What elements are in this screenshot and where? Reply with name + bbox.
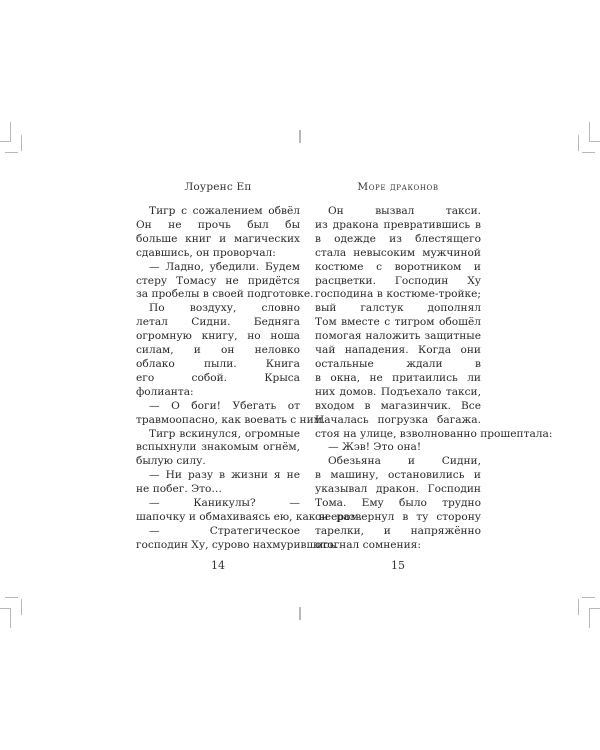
text-line: не побег. Это… bbox=[136, 483, 223, 496]
crop-mark bbox=[10, 122, 11, 142]
text-line: больше книг и магических bbox=[136, 232, 300, 245]
text-line: вспыхнули знакомым огнём, bbox=[136, 441, 300, 454]
text-line: травмоопасно, как воевать с ним. bbox=[136, 413, 326, 426]
text-line: стоя на улице, взволнованно прошептала: bbox=[315, 427, 553, 440]
text-line: — Ладно, убедили. Будем bbox=[149, 260, 300, 273]
text-line: Тигр с сожалением обвёл bbox=[149, 205, 300, 217]
text-line: сдавшись, он проворчал: bbox=[136, 246, 276, 259]
running-head-title: Море драконов bbox=[357, 181, 439, 193]
text-line: он развернул в ту сторону bbox=[315, 510, 481, 523]
text-line: огромную книгу, но ноша bbox=[136, 330, 300, 343]
text-line: вый галстук дополнял bbox=[315, 302, 481, 315]
text-line: из дракона превратившись в bbox=[315, 218, 481, 231]
text-line: тарелки, и напряжённо bbox=[315, 524, 481, 537]
body-text bbox=[136, 205, 363, 553]
text-line: входом в магазинчик. Все bbox=[315, 399, 481, 412]
text-line: указывал дракон. Господин bbox=[315, 483, 481, 496]
crop-mark bbox=[0, 608, 10, 609]
text-line: костюме с воротником и bbox=[315, 260, 481, 273]
crop-mark bbox=[21, 599, 22, 615]
crop-mark bbox=[5, 597, 18, 598]
text-line: Тигр вскинулся, огромные bbox=[149, 427, 300, 440]
text-line: в одежде из блестящего bbox=[315, 232, 481, 245]
text-line: Том вместе с тигром обошёл bbox=[315, 316, 481, 329]
text-line: фолианта: bbox=[136, 385, 194, 398]
text-line: господина в костюме-тройке; bbox=[315, 288, 481, 301]
crop-mark bbox=[10, 608, 11, 628]
crop-mark bbox=[0, 141, 10, 142]
text-line: — Ни разу в жизни я не bbox=[149, 469, 300, 482]
text-line: По воздуху, словно bbox=[149, 302, 300, 315]
crop-mark bbox=[582, 597, 595, 598]
text-line: помогая наложить защитные bbox=[315, 330, 481, 343]
text-line: Он не прочь был бы bbox=[136, 218, 300, 231]
text-line: Тома. Ему было трудно bbox=[315, 497, 481, 510]
text-line: остальные ждали в bbox=[315, 357, 481, 370]
text-line: — Каникулы? — bbox=[149, 497, 300, 510]
text-line: Он вызвал такси. bbox=[328, 205, 481, 217]
right-page bbox=[315, 0, 553, 750]
crop-mark bbox=[578, 135, 579, 151]
running-head-author: Лоуренс Еп bbox=[184, 181, 252, 193]
text-line: — О боги! Убегать от bbox=[149, 399, 300, 412]
text-line: них домов. Подъехало такси, bbox=[315, 385, 481, 398]
page-number: 15 bbox=[391, 559, 405, 572]
text-line: его собой. Крыса bbox=[136, 371, 300, 384]
text-line: шапочку и обмахиваясь ею, как веером. bbox=[136, 510, 363, 523]
text-line: силам, и он неловко bbox=[136, 344, 300, 357]
text-line: облако пыли. Книга bbox=[136, 357, 300, 370]
crop-mark bbox=[582, 152, 595, 153]
text-line: — Стратегическое bbox=[149, 524, 300, 537]
text-line: Началась погрузка багажа. bbox=[315, 413, 481, 426]
text-line: чай нападения. Когда они bbox=[315, 344, 481, 357]
text-line: за пробелы в своей подготовке. bbox=[136, 288, 314, 301]
crop-mark bbox=[21, 135, 22, 151]
text-line: расцветки. Господин Ху bbox=[315, 274, 481, 287]
text-line: летал Сидни. Бедняга bbox=[136, 316, 300, 329]
text-line: отогнал сомнения: bbox=[315, 538, 421, 551]
body-text bbox=[315, 205, 553, 553]
crop-mark bbox=[590, 608, 600, 609]
crop-mark bbox=[589, 122, 590, 142]
text-line: — Жэв! Это она! bbox=[328, 441, 422, 454]
text-line: стала невысоким мужчиной bbox=[315, 246, 481, 259]
crop-mark bbox=[589, 608, 590, 628]
text-line: стеру Томасу не придётся bbox=[136, 274, 300, 287]
text-line: в машину, остановились и bbox=[315, 469, 481, 482]
crop-mark bbox=[5, 152, 18, 153]
text-line: в окна, не притаились ли bbox=[315, 371, 481, 384]
crop-mark bbox=[578, 599, 579, 615]
text-line: былую силу. bbox=[136, 455, 206, 468]
text-line: Обезьяна и Сидни, bbox=[328, 455, 481, 468]
page-number: 14 bbox=[211, 559, 225, 572]
crop-mark bbox=[590, 141, 600, 142]
text-line: господин Ху, сурово нахмурившись. bbox=[136, 538, 339, 551]
left-page bbox=[136, 0, 363, 750]
